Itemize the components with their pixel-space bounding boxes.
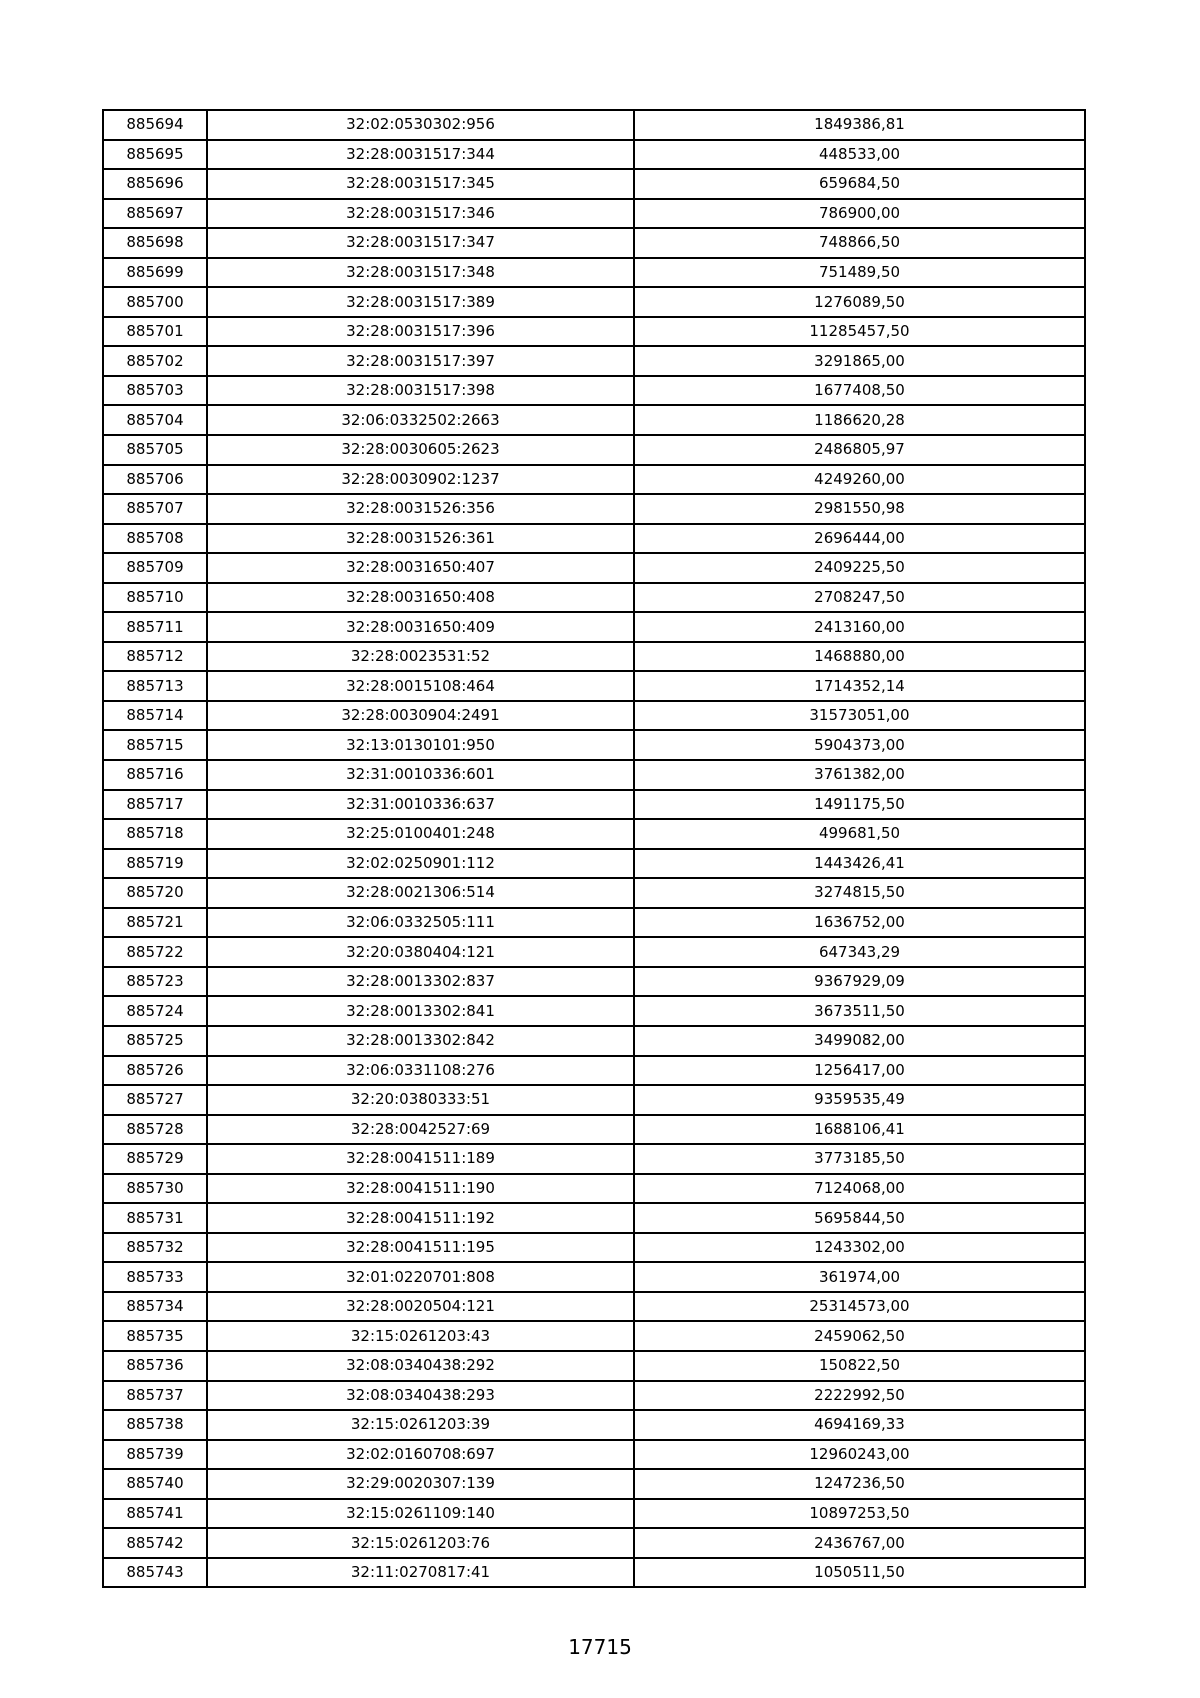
row-number-cell: 885725 [103,1026,207,1056]
row-number-cell: 885722 [103,937,207,967]
cadastral-number-cell: 32:06:0332505:111 [207,908,634,938]
value-cell: 5904373,00 [634,730,1085,760]
cadastral-number-cell: 32:28:0031517:398 [207,376,634,406]
cadastral-number-cell: 32:06:0331108:276 [207,1056,634,1086]
cadastral-number-cell: 32:02:0530302:956 [207,110,634,140]
table-row [103,553,1085,583]
table-row [103,1085,1085,1115]
cadastral-number-cell: 32:28:0031517:389 [207,287,634,317]
cadastral-number-cell: 32:28:0031526:356 [207,494,634,524]
table-row [103,494,1085,524]
table-row [103,1351,1085,1381]
cadastral-number-cell: 32:28:0041511:190 [207,1174,634,1204]
row-number-cell: 885742 [103,1528,207,1558]
row-number-cell: 885703 [103,376,207,406]
cadastral-number-cell: 32:31:0010336:637 [207,790,634,820]
table-row [103,671,1085,701]
value-cell: 361974,00 [634,1262,1085,1292]
value-cell: 1243302,00 [634,1233,1085,1263]
value-cell: 12960243,00 [634,1440,1085,1470]
cadastral-number-cell: 32:15:0261203:43 [207,1321,634,1351]
cadastral-number-cell: 32:28:0042527:69 [207,1115,634,1145]
table-row [103,1410,1085,1440]
cadastral-number-cell: 32:02:0160708:697 [207,1440,634,1470]
cadastral-number-cell: 32:28:0031650:409 [207,612,634,642]
page-number: 17715 [568,1635,632,1659]
row-number-cell: 885701 [103,317,207,347]
value-cell: 1849386,81 [634,110,1085,140]
value-cell: 2413160,00 [634,612,1085,642]
table-row [103,1381,1085,1411]
row-number-cell: 885733 [103,1262,207,1292]
value-cell: 4694169,33 [634,1410,1085,1440]
table-row [103,642,1085,672]
value-cell: 3673511,50 [634,996,1085,1026]
cadastral-number-cell: 32:28:0041511:192 [207,1203,634,1233]
row-number-cell: 885709 [103,553,207,583]
row-number-cell: 885707 [103,494,207,524]
row-number-cell: 885728 [103,1115,207,1145]
row-number-cell: 885698 [103,228,207,258]
table-row [103,996,1085,1026]
value-cell: 647343,29 [634,937,1085,967]
cadastral-number-cell: 32:28:0031517:345 [207,169,634,199]
table-row [103,849,1085,879]
cadastral-number-cell: 32:28:0031517:346 [207,199,634,229]
row-number-cell: 885721 [103,908,207,938]
table-row [103,730,1085,760]
table-row [103,287,1085,317]
table-row [103,140,1085,170]
table-row [103,258,1085,288]
value-cell: 448533,00 [634,140,1085,170]
cadastral-number-cell: 32:15:0261109:140 [207,1499,634,1529]
table-row [103,1558,1085,1588]
row-number-cell: 885726 [103,1056,207,1086]
cadastral-number-cell: 32:28:0031517:348 [207,258,634,288]
value-cell: 659684,50 [634,169,1085,199]
row-number-cell: 885731 [103,1203,207,1233]
cadastral-number-cell: 32:28:0031517:396 [207,317,634,347]
table-row [103,967,1085,997]
table-row [103,612,1085,642]
cadastral-number-cell: 32:28:0030902:1237 [207,465,634,495]
row-number-cell: 885720 [103,878,207,908]
table-row [103,790,1085,820]
table-row [103,1469,1085,1499]
value-cell: 1247236,50 [634,1469,1085,1499]
row-number-cell: 885737 [103,1381,207,1411]
cadastral-number-cell: 32:29:0020307:139 [207,1469,634,1499]
value-cell: 748866,50 [634,228,1085,258]
cadastral-number-cell: 32:20:0380404:121 [207,937,634,967]
value-cell: 3291865,00 [634,346,1085,376]
value-cell: 1688106,41 [634,1115,1085,1145]
row-number-cell: 885718 [103,819,207,849]
value-cell: 2708247,50 [634,583,1085,613]
table-row [103,701,1085,731]
table-row [103,376,1085,406]
value-cell: 3761382,00 [634,760,1085,790]
row-number-cell: 885738 [103,1410,207,1440]
table-row [103,583,1085,613]
value-cell: 751489,50 [634,258,1085,288]
value-cell: 1491175,50 [634,790,1085,820]
row-number-cell: 885743 [103,1558,207,1588]
table-row [103,1292,1085,1322]
table-row [103,1144,1085,1174]
table-row [103,524,1085,554]
value-cell: 2981550,98 [634,494,1085,524]
cadastral-number-cell: 32:20:0380333:51 [207,1085,634,1115]
row-number-cell: 885695 [103,140,207,170]
row-number-cell: 885702 [103,346,207,376]
row-number-cell: 885723 [103,967,207,997]
cadastral-number-cell: 32:13:0130101:950 [207,730,634,760]
value-cell: 2696444,00 [634,524,1085,554]
value-cell: 1050511,50 [634,1558,1085,1588]
row-number-cell: 885706 [103,465,207,495]
value-cell: 1468880,00 [634,642,1085,672]
cadastral-value-table [102,109,1086,1588]
value-cell: 1677408,50 [634,376,1085,406]
value-cell: 1256417,00 [634,1056,1085,1086]
row-number-cell: 885729 [103,1144,207,1174]
value-cell: 3499082,00 [634,1026,1085,1056]
table-row [103,1026,1085,1056]
value-cell: 11285457,50 [634,317,1085,347]
cadastral-number-cell: 32:01:0220701:808 [207,1262,634,1292]
table-body [103,110,1085,1587]
cadastral-number-cell: 32:28:0031517:347 [207,228,634,258]
row-number-cell: 885697 [103,199,207,229]
row-number-cell: 885735 [103,1321,207,1351]
table-row [103,1262,1085,1292]
row-number-cell: 885704 [103,405,207,435]
row-number-cell: 885700 [103,287,207,317]
value-cell: 3274815,50 [634,878,1085,908]
cadastral-number-cell: 32:28:0023531:52 [207,642,634,672]
cadastral-number-cell: 32:08:0340438:293 [207,1381,634,1411]
value-cell: 499681,50 [634,819,1085,849]
cadastral-number-cell: 32:28:0013302:842 [207,1026,634,1056]
table-row [103,1528,1085,1558]
value-cell: 2409225,50 [634,553,1085,583]
table-row [103,346,1085,376]
table-row [103,1056,1085,1086]
table-row [103,199,1085,229]
row-number-cell: 885714 [103,701,207,731]
table-row [103,878,1085,908]
cadastral-number-cell: 32:28:0015108:464 [207,671,634,701]
row-number-cell: 885730 [103,1174,207,1204]
row-number-cell: 885699 [103,258,207,288]
cadastral-number-cell: 32:28:0030904:2491 [207,701,634,731]
value-cell: 1714352,14 [634,671,1085,701]
cadastral-number-cell: 32:28:0031650:407 [207,553,634,583]
row-number-cell: 885739 [103,1440,207,1470]
row-number-cell: 885694 [103,110,207,140]
cadastral-number-cell: 32:28:0013302:841 [207,996,634,1026]
value-cell: 1636752,00 [634,908,1085,938]
cadastral-number-cell: 32:28:0031517:344 [207,140,634,170]
value-cell: 7124068,00 [634,1174,1085,1204]
table-row [103,228,1085,258]
table-row [103,1321,1085,1351]
row-number-cell: 885740 [103,1469,207,1499]
row-number-cell: 885716 [103,760,207,790]
row-number-cell: 885734 [103,1292,207,1322]
value-cell: 1443426,41 [634,849,1085,879]
row-number-cell: 885710 [103,583,207,613]
row-number-cell: 885741 [103,1499,207,1529]
table-row [103,405,1085,435]
value-cell: 5695844,50 [634,1203,1085,1233]
cadastral-number-cell: 32:28:0031517:397 [207,346,634,376]
value-cell: 25314573,00 [634,1292,1085,1322]
row-number-cell: 885717 [103,790,207,820]
value-cell: 9367929,09 [634,967,1085,997]
table-row [103,1174,1085,1204]
value-cell: 1186620,28 [634,405,1085,435]
table-row [103,110,1085,140]
cadastral-number-cell: 32:28:0013302:837 [207,967,634,997]
cadastral-number-cell: 32:15:0261203:39 [207,1410,634,1440]
cadastral-number-cell: 32:28:0030605:2623 [207,435,634,465]
cadastral-number-cell: 32:28:0041511:195 [207,1233,634,1263]
cadastral-number-cell: 32:28:0031650:408 [207,583,634,613]
table-row [103,937,1085,967]
cadastral-number-cell: 32:08:0340438:292 [207,1351,634,1381]
value-cell: 786900,00 [634,199,1085,229]
cadastral-number-cell: 32:28:0041511:189 [207,1144,634,1174]
value-cell: 2459062,50 [634,1321,1085,1351]
value-cell: 2436767,00 [634,1528,1085,1558]
row-number-cell: 885705 [103,435,207,465]
row-number-cell: 885732 [103,1233,207,1263]
row-number-cell: 885708 [103,524,207,554]
cadastral-number-cell: 32:25:0100401:248 [207,819,634,849]
cadastral-number-cell: 32:06:0332502:2663 [207,405,634,435]
cadastral-number-cell: 32:11:0270817:41 [207,1558,634,1588]
row-number-cell: 885696 [103,169,207,199]
table-row [103,1233,1085,1263]
table-row [103,465,1085,495]
table-row [103,1499,1085,1529]
table-row [103,169,1085,199]
table-row [103,1203,1085,1233]
value-cell: 150822,50 [634,1351,1085,1381]
row-number-cell: 885724 [103,996,207,1026]
value-cell: 3773185,50 [634,1144,1085,1174]
row-number-cell: 885712 [103,642,207,672]
table-row [103,435,1085,465]
value-cell: 4249260,00 [634,465,1085,495]
table-row [103,908,1085,938]
row-number-cell: 885711 [103,612,207,642]
value-cell: 31573051,00 [634,701,1085,731]
row-number-cell: 885713 [103,671,207,701]
value-cell: 2222992,50 [634,1381,1085,1411]
cadastral-number-cell: 32:02:0250901:112 [207,849,634,879]
row-number-cell: 885719 [103,849,207,879]
value-cell: 2486805,97 [634,435,1085,465]
value-cell: 9359535,49 [634,1085,1085,1115]
row-number-cell: 885715 [103,730,207,760]
table-row [103,1115,1085,1145]
table-row [103,317,1085,347]
table-row [103,1440,1085,1470]
row-number-cell: 885736 [103,1351,207,1381]
value-cell: 10897253,50 [634,1499,1085,1529]
row-number-cell: 885727 [103,1085,207,1115]
cadastral-number-cell: 32:31:0010336:601 [207,760,634,790]
cadastral-number-cell: 32:28:0020504:121 [207,1292,634,1322]
cadastral-number-cell: 32:28:0021306:514 [207,878,634,908]
table-row [103,760,1085,790]
cadastral-number-cell: 32:15:0261203:76 [207,1528,634,1558]
value-cell: 1276089,50 [634,287,1085,317]
table-row [103,819,1085,849]
cadastral-number-cell: 32:28:0031526:361 [207,524,634,554]
